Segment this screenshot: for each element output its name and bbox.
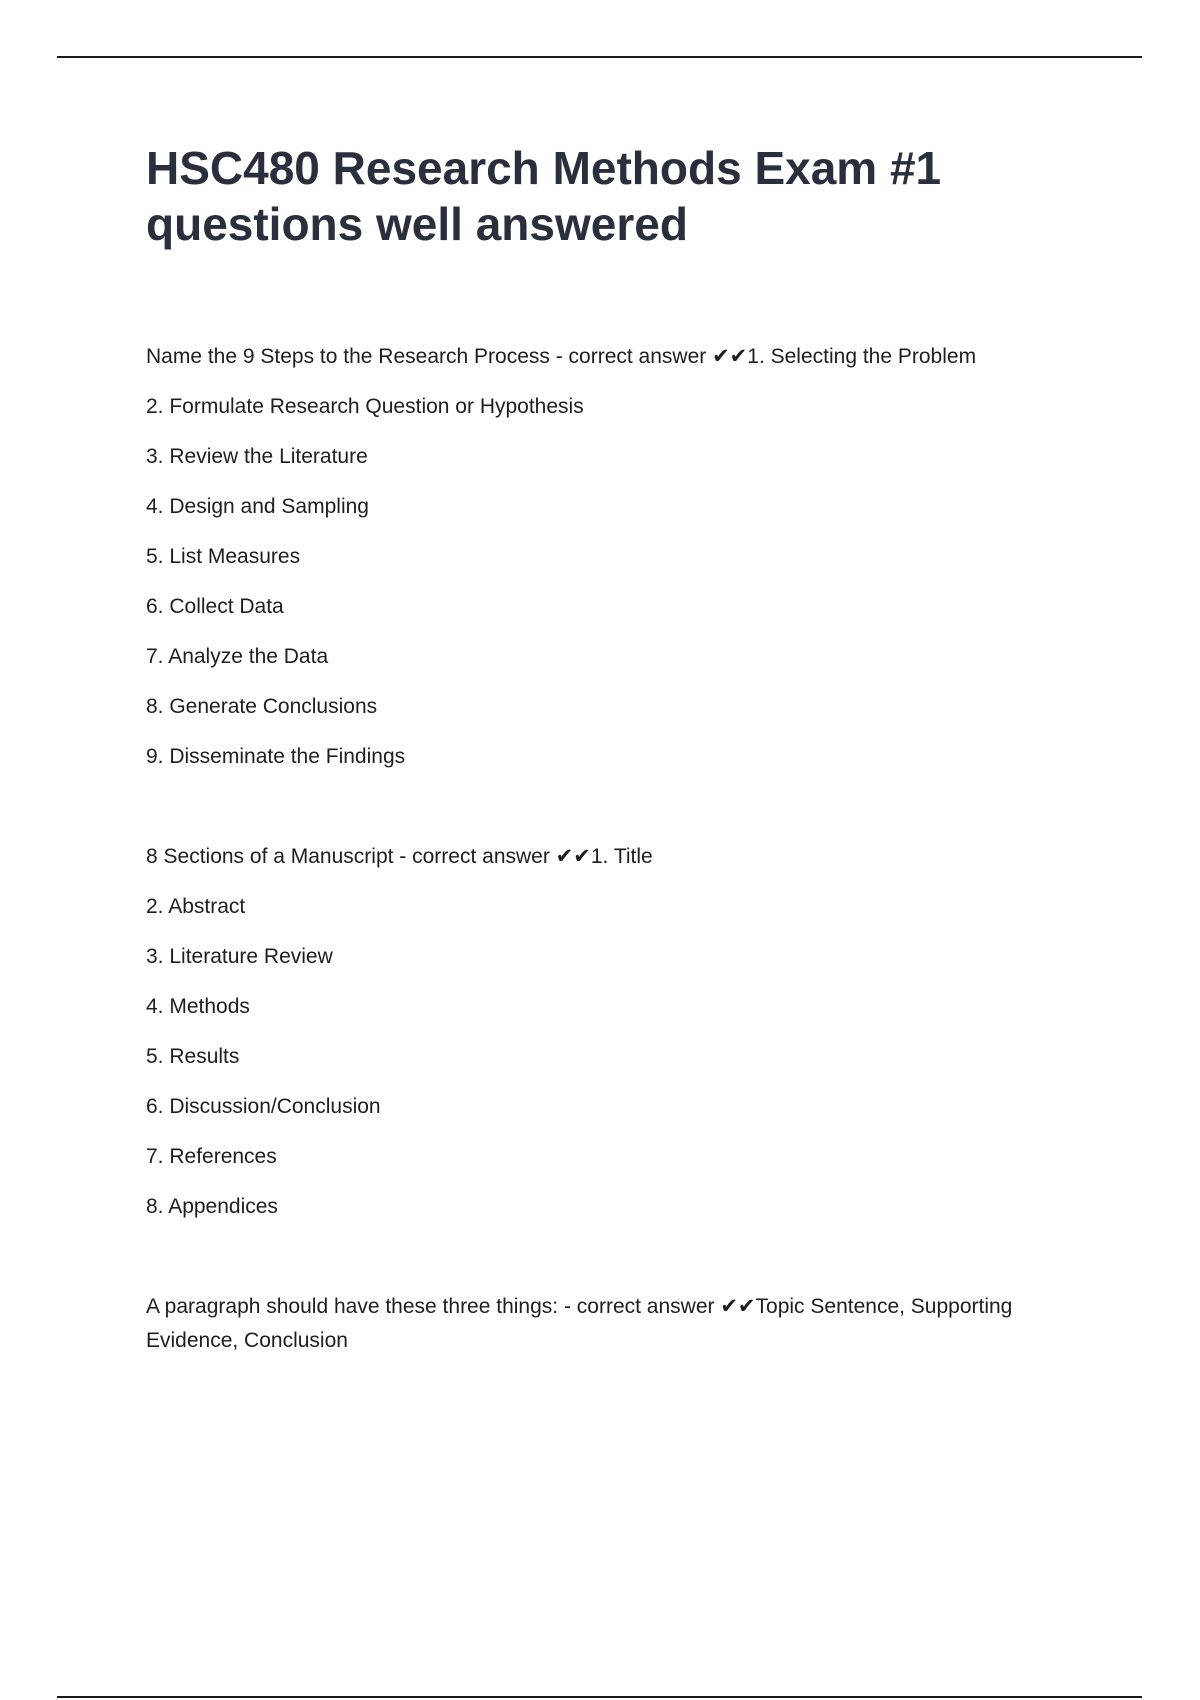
answer-line: 6. Collect Data xyxy=(146,595,284,618)
answer-line: 5. Results xyxy=(146,1045,240,1068)
question-research-steps xyxy=(146,340,1086,790)
answer-line: 8. Appendices xyxy=(146,1195,278,1218)
answer-line: 5. List Measures xyxy=(146,545,301,568)
answer-line: 4. Design and Sampling xyxy=(146,495,369,518)
answer-line: 2. Abstract xyxy=(146,895,246,918)
question-line: 8 Sections of a Manuscript - correct answer ✔✔1. Title xyxy=(146,845,653,868)
top-rule xyxy=(57,56,1142,58)
answer-line: 6. Discussion/Conclusion xyxy=(146,1095,381,1118)
answer-line: 8. Generate Conclusions xyxy=(146,695,378,718)
question-line: Name the 9 Steps to the Research Process - correct answer ✔✔1. Selecting the Problem xyxy=(146,345,977,368)
question-answer-text: A paragraph should have these three things: - correct answer ✔✔Topic Sentence, Supporting Evidence, Conclusion xyxy=(146,1295,1013,1352)
document-title: HSC480 Research Methods Exam #1 questions well answered xyxy=(146,142,942,250)
answer-line: 2. Formulate Research Question or Hypothesis xyxy=(146,395,584,418)
answer-line: 7. Analyze the Data xyxy=(146,645,329,668)
bottom-rule xyxy=(57,1696,1142,1698)
answer-line: 3. Review the Literature xyxy=(146,445,368,468)
answer-line: 3. Literature Review xyxy=(146,945,333,968)
question-paragraph-elements xyxy=(146,1290,1086,1358)
document-body xyxy=(146,140,1086,1358)
answer-line: 4. Methods xyxy=(146,995,250,1018)
answer-line: 7. References xyxy=(146,1145,277,1168)
answer-line: 9. Disseminate the Findings xyxy=(146,745,406,768)
question-manuscript-sections xyxy=(146,840,1086,1240)
